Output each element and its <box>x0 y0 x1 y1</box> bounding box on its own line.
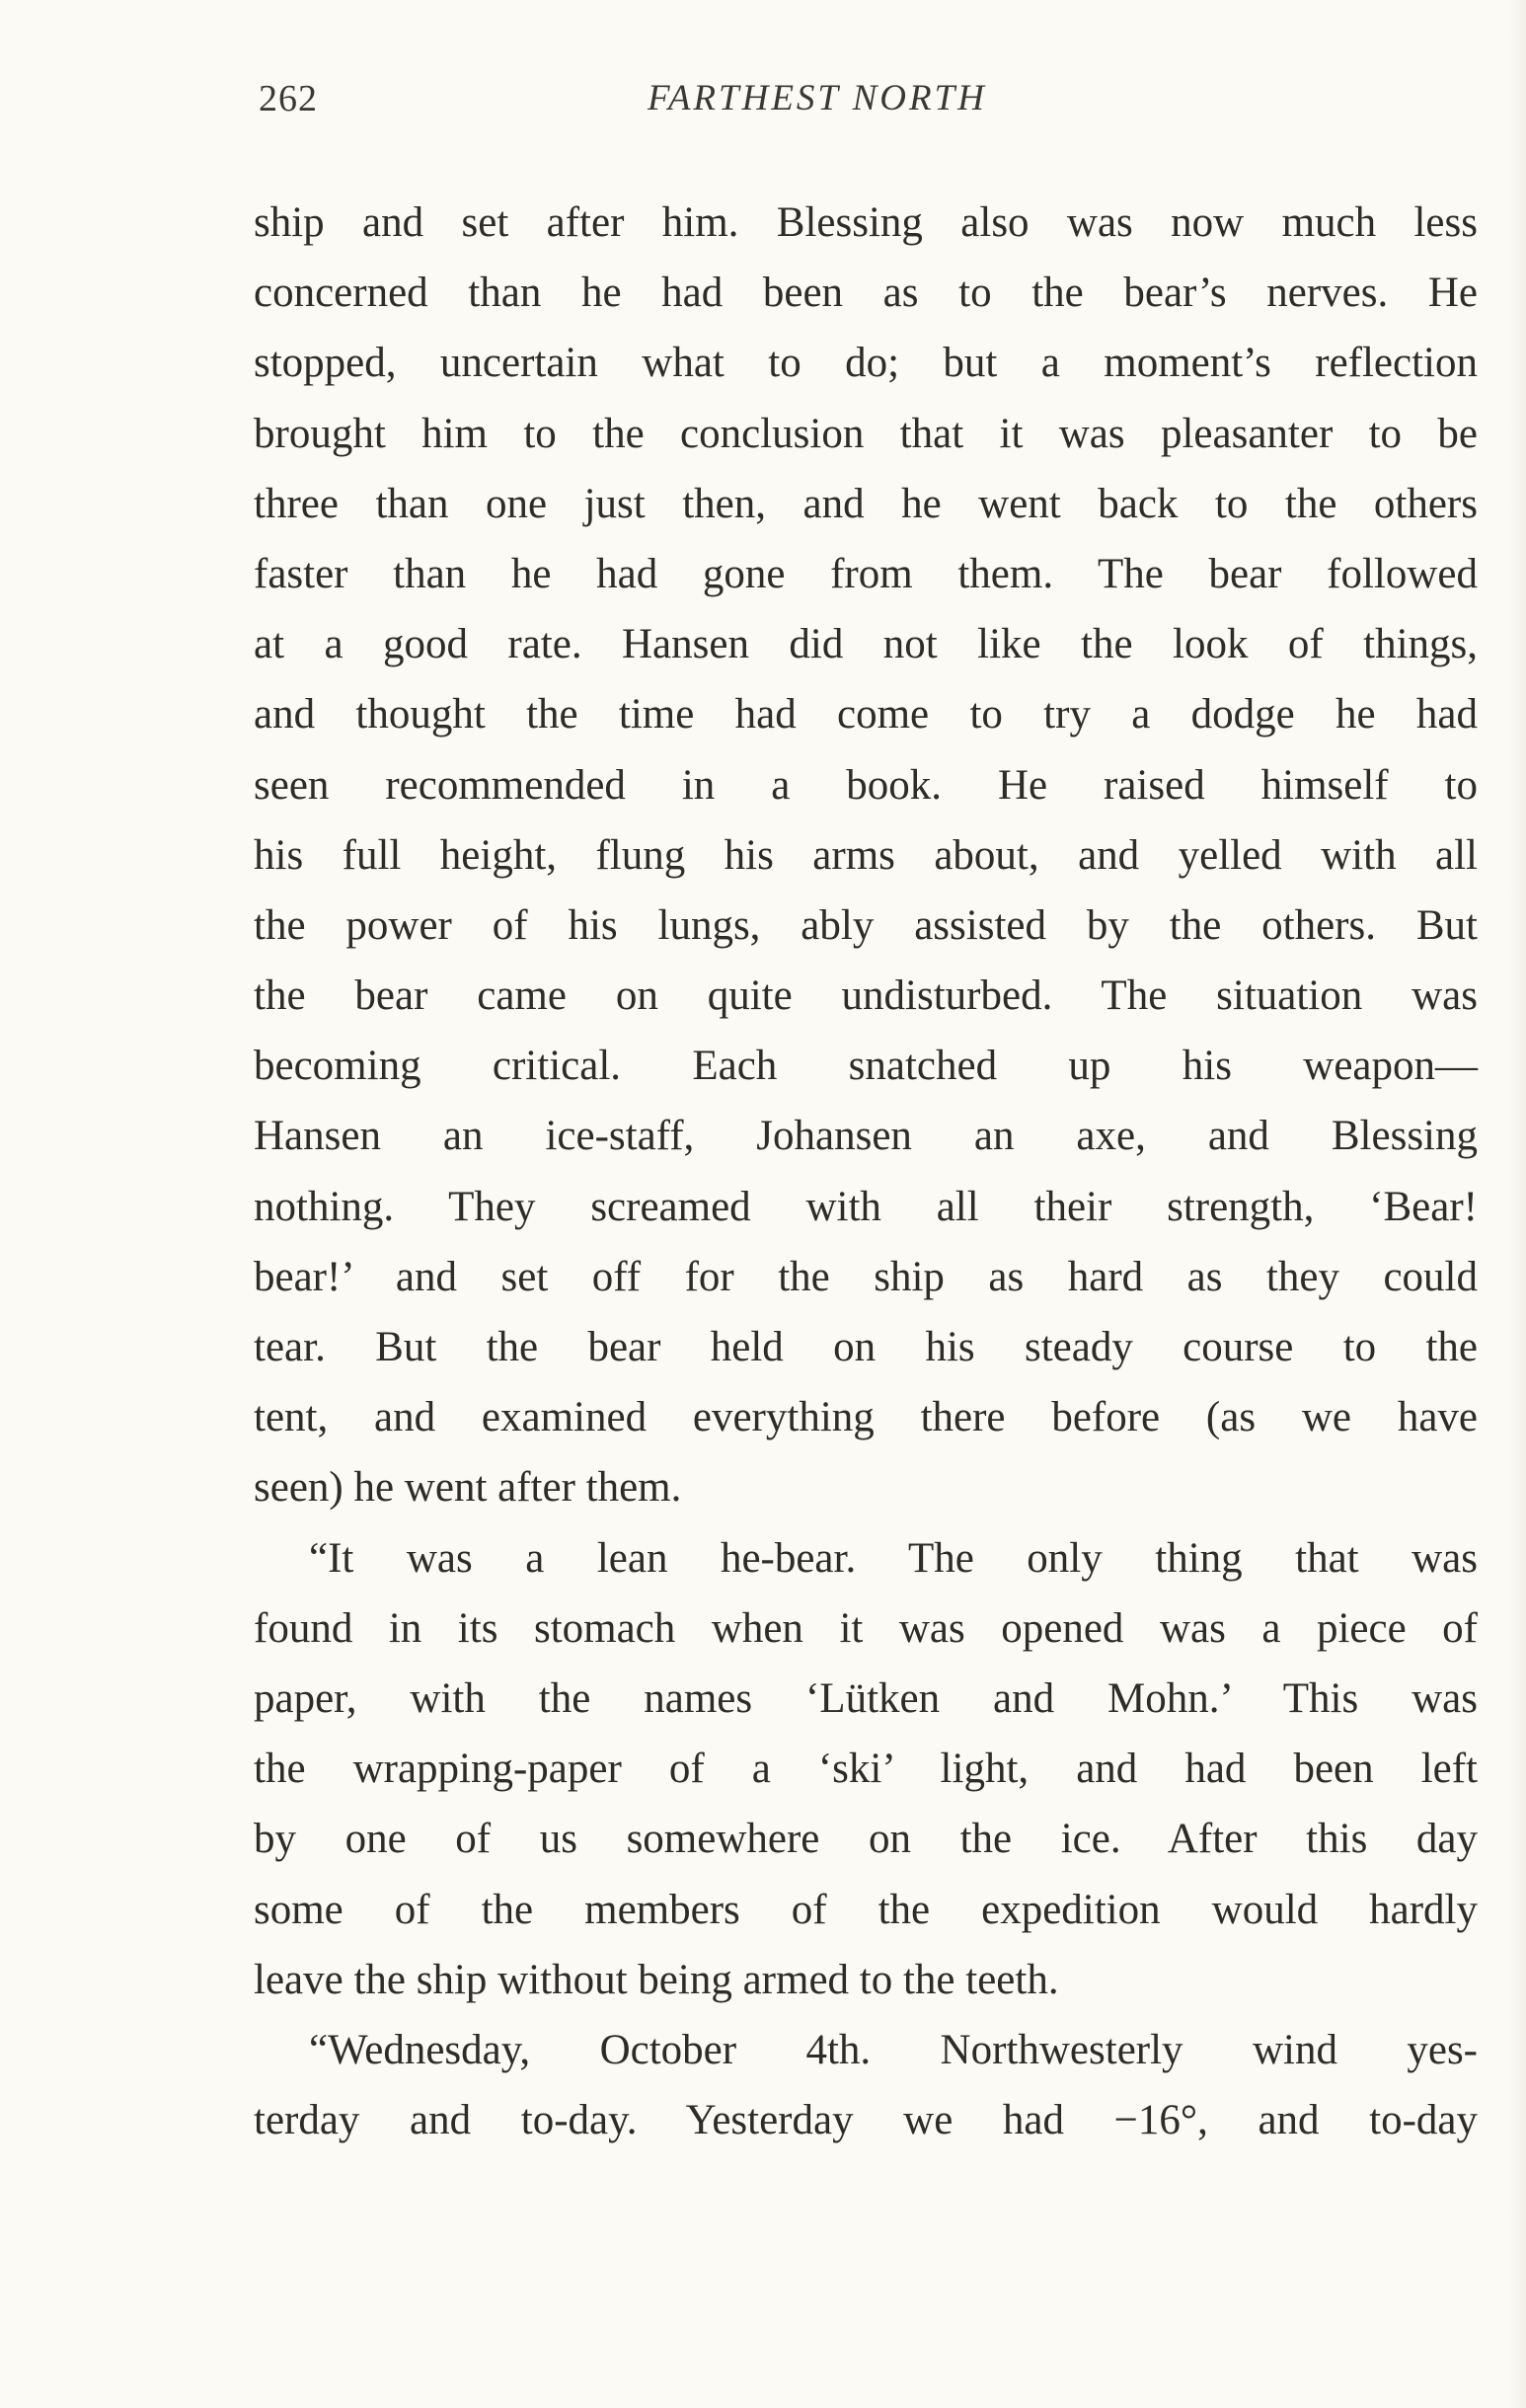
text-line: Hansen an ice-staff, Johansen an axe, and Blessing <box>254 1113 1478 1160</box>
text-line: bear!’ and set off for the ship as hard as they could <box>254 1253 1478 1300</box>
text-line: the bear came on quite undisturbed. The situation was <box>254 972 1478 1020</box>
text-line: three than one just then, and he went back to the others <box>254 480 1478 527</box>
text-line: tear. But the bear held on his steady course to the <box>254 1324 1478 1370</box>
text-line: his full height, flung his arms about, and yelled with all <box>254 831 1478 879</box>
text-line: brought him to the conclusion that it was pleasanter to be <box>254 410 1478 457</box>
page-edge-shading <box>1508 0 1526 2408</box>
text-line: concerned than he had been as to the bear’s nerves. He <box>254 270 1478 317</box>
text-line: found in its stomach when it was opened was a piece of <box>254 1604 1478 1652</box>
text-line: by one of us somewhere on the ice. After this day <box>254 1816 1478 1863</box>
text-line: “It was a lean he-bear. The only thing that was <box>309 1534 1478 1582</box>
text-line: “Wednesday, October 4th. Northwesterly wind yes- <box>309 2026 1478 2073</box>
text-line: stopped, uncertain what to do; but a moment’s reflection <box>254 340 1478 387</box>
text-line: leave the ship without being armed to the teeth. <box>254 1956 1059 2003</box>
text-line: paper, with the names ‘Lütken and Mohn.’ This was <box>254 1674 1478 1722</box>
page-number: 262 <box>259 78 318 119</box>
text-line: seen) he went after them. <box>254 1464 682 1512</box>
text-line: some of the members of the expedition would hardly <box>254 1886 1478 1933</box>
text-line: nothing. They screamed with all their strength, ‘Bear! <box>254 1183 1478 1230</box>
text-line: the power of his lungs, ably assisted by the others. But <box>254 901 1478 949</box>
text-line: at a good rate. Hansen did not like the look of things, <box>254 621 1478 668</box>
running-head <box>0 77 1526 136</box>
running-title: FARTHEST NORTH <box>648 78 987 118</box>
body-text <box>254 188 1478 2155</box>
text-line: and thought the time had come to try a dodge he had <box>254 691 1478 738</box>
text-line: faster than he had gone from them. The bear followed <box>254 550 1478 597</box>
text-line: terday and to-day. Yesterday we had −16°, and to-day <box>254 2097 1478 2144</box>
text-line: becoming critical. Each snatched up his weapon— <box>254 1043 1478 1090</box>
text-line: tent, and examined everything there before (as we have <box>254 1394 1478 1441</box>
text-line: the wrapping-paper of a ‘ski’ light, and had been left <box>254 1746 1478 1793</box>
text-line: seen recommended in a book. He raised himself to <box>254 761 1478 809</box>
text-line: ship and set after him. Blessing also was now much less <box>254 199 1478 246</box>
